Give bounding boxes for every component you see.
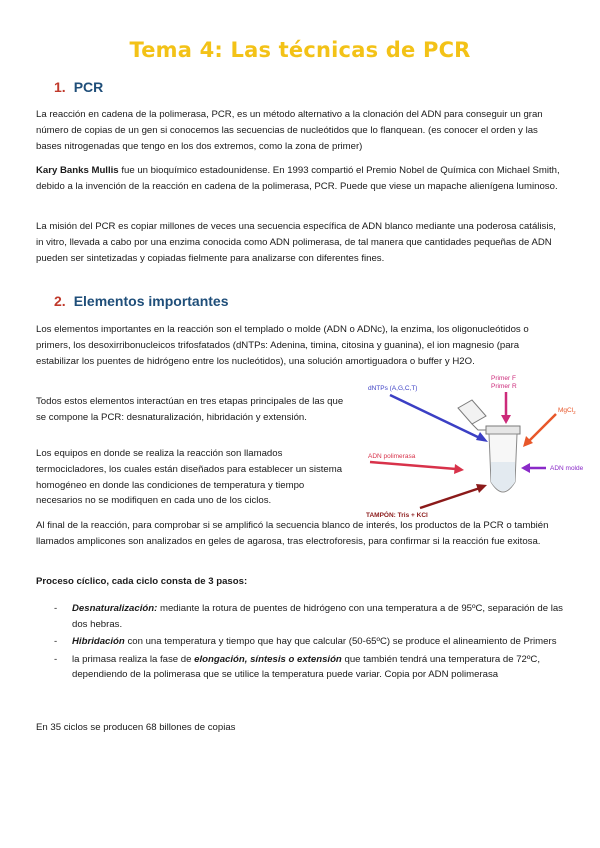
paragraph-ciclos: En 35 ciclos se producen 68 billones de copias <box>36 722 236 733</box>
step-text: que también tendrá una temperatura de 72ºC, dependiendo de la polimerasa que se utilice la temperatura puede variar. Copia por ADN polimerasa <box>72 653 540 681</box>
bullet-dash: - <box>54 653 58 665</box>
paragraph-termocicladores: Los equipos en donde se realiza la reacción son llamados termocicladores, los cuales están diseñados para establecer un sistema homogéneo en donde las condiciones de temperatura y tiempo necesarios no se modifiquen en cada uno de los ciclos. <box>36 448 343 507</box>
primer-arrowhead <box>501 415 511 424</box>
paragraph-intro: La reacción en cadena de la polimerasa, PCR, es un método alternativo a la clonación del ADN para conseguir un gran número de copias de un gen si conocemos las secuencias de nucleótidos que lo flanquean. (es conocer el orden y las bases nitrogenadas que tengo en los dos extremos, como la zona de primer) <box>36 109 543 152</box>
mgcl2-subscript: 2 <box>573 410 576 415</box>
primer-r-label: Primer R <box>491 383 517 390</box>
tampon-label: TAMPÓN: Tris + KCl <box>366 512 428 519</box>
paragraph-etapas: Todos estos elementos interactúan en tres etapas principales de las que se compone la PCR: desnaturalización, hibridación y extensión. <box>36 396 344 423</box>
tube-lid <box>458 400 490 430</box>
paragraph-amplicones: Al final de la reacción, para comprobar si se amplificó la secuencia blanco de interés, los productos de la PCR o también llamados amplicones son analizados en geles de agarosa, tras electroforesis, para confirmar si la reacción fue exitosa. <box>36 520 549 547</box>
polimerasa-label: ADN polimerasa <box>368 453 416 460</box>
step-pre: la primasa realiza la fase de <box>72 653 195 665</box>
paragraph-elementos: Los elementos importantes en la reacción son el templado o molde (ADN o ADNc), la enzima, los oligonucleótidos o primers, los desoxirribonucleicos trifosfatados (dNTPs: Adenina, timina, citosina y guanina), el ion magnesio (para estabilizar los puentes de hidrógeno entre los nucleótidos), una solución amortiguadora o buffer y H2O. <box>36 324 529 367</box>
list-item <box>36 634 564 650</box>
primer-f-label: Primer F <box>491 375 516 382</box>
polimerasa-arrow <box>370 462 456 469</box>
section-number: 2. <box>54 293 66 309</box>
step-text: mediante la rotura de puentes de hidrógeno con una temperatura a de 95ºC, separación de las dos hebras. <box>72 603 563 630</box>
mullis-name: Kary Banks Mullis <box>36 165 119 176</box>
tampon-arrowhead <box>476 484 487 493</box>
tube-body <box>486 426 520 492</box>
list-item <box>36 652 564 683</box>
paragraph-mullis <box>36 163 564 195</box>
section-number: 1. <box>54 79 66 95</box>
mgcl2-text: MgCl <box>558 407 574 414</box>
bullet-dash: - <box>54 603 58 614</box>
molde-arrowhead <box>521 463 530 473</box>
section-title: PCR <box>73 79 104 95</box>
tampon-arrow <box>420 488 480 508</box>
step-term: Desnaturalización: <box>72 603 158 614</box>
step-term: elongación, síntesis o extensión <box>194 653 342 665</box>
paragraph-mision: La misión del PCR es copiar millones de veces una secuencia específica de ADN blanco mediante una poderosa catálisis, in vitro, llevada a cabo por una enzima conocida como ADN polimerasa, de tal manera que cantidades pequeñas de ADN pueden ser sintetizadas y copiadas fielmente para analizarse con diferentes fines. <box>36 221 556 264</box>
pcr-tube-diagram <box>360 370 592 520</box>
list-item <box>36 601 564 632</box>
molde-label: ADN molde <box>550 465 584 472</box>
step-text: con una temperatura y tiempo que hay que calcular (50-65ºC) se produce el alineamiento de Primers <box>124 636 557 648</box>
section-heading-elementos <box>54 293 229 309</box>
polimerasa-arrowhead <box>454 464 464 474</box>
mgcl2-label <box>558 407 576 415</box>
section-title: Elementos importantes <box>73 293 229 309</box>
mullis-text: fue un bioquímico estadounidense. En 1993 compartió el Premio Nobel de Química con Michael Smith, debido a la invención de la reacción en cadena de la polimerasa, PCR. Puede que viese un mapache alienígena luminoso. <box>36 165 560 192</box>
dntps-label: dNTPs (A,G,C,T) <box>368 385 418 392</box>
mgcl2-arrow <box>528 414 556 442</box>
document-title: Tema 4: Las técnicas de PCR <box>129 38 471 62</box>
paragraph-proceso: Proceso cíclico, cada ciclo consta de 3 pasos: <box>36 576 248 587</box>
bullet-dash: - <box>54 636 58 648</box>
section-heading-pcr <box>54 79 103 95</box>
steps-list <box>36 601 564 685</box>
step-term: Hibridación <box>72 636 125 648</box>
